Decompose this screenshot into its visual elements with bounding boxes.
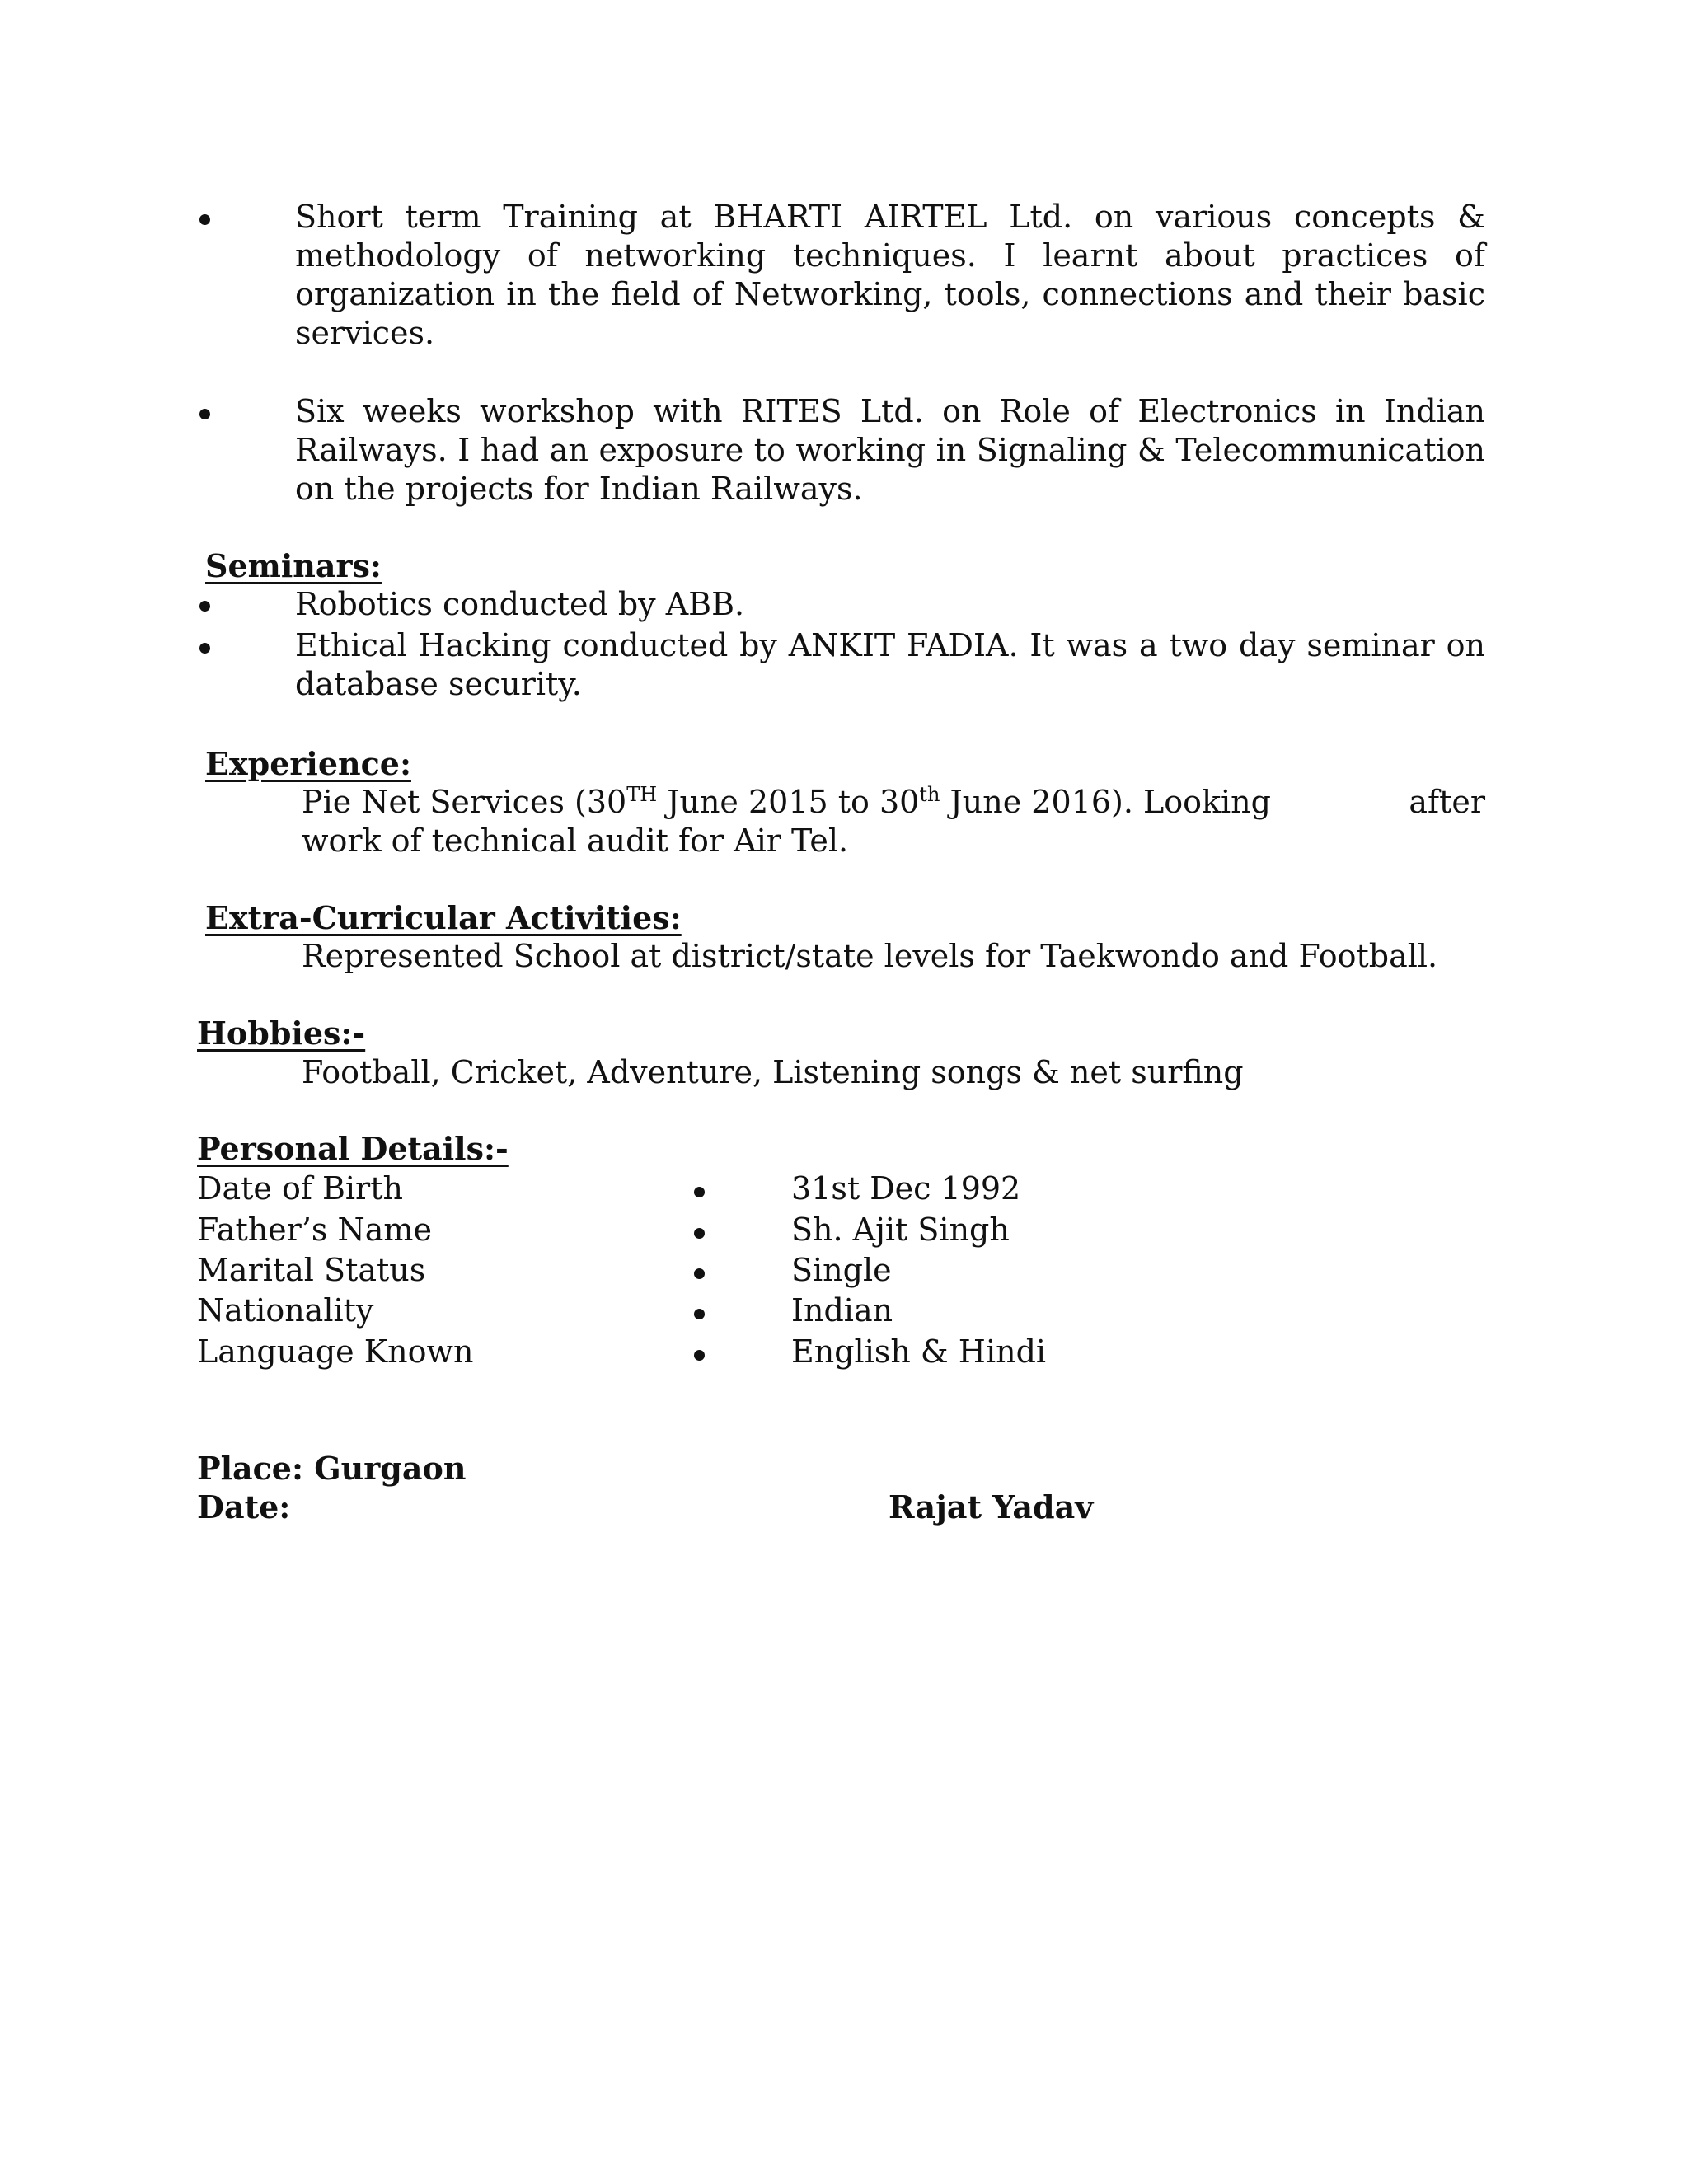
personal-detail-bullet [694,1268,705,1279]
hobbies-heading: Hobbies:- [197,1015,366,1052]
personal-detail-label: Date of Birth [197,1170,403,1207]
experience-heading: Experience: [205,745,411,782]
personal-detail-label: Language Known [197,1333,474,1370]
personal-detail-value: Indian [791,1292,893,1329]
training-airtel [295,198,1485,353]
training-airtel-line: methodology of networking techniques. I learnt about practices of [295,237,1485,274]
experience-sup: th [919,783,940,806]
footer-date: Date: [197,1488,291,1526]
training-airtel-line: organization in the field of Networking, tools, connections and their basic [295,276,1485,312]
hobbies-text: Football, Cricket, Adventure, Listening songs & net surfing [302,1054,1244,1090]
training-rites-line: Six weeks workshop with RITES Ltd. on Role of Electronics in Indian [295,393,1485,429]
experience-text: June 2016). Looking [940,784,1271,820]
personal-detail-value: Sh. Ajit Singh [791,1212,1010,1248]
experience-sup: TH [626,783,658,806]
seminar-hacking [295,626,1485,704]
personal-detail-value: 31st Dec 1992 [791,1170,1021,1207]
personal-detail-value: Single [791,1252,892,1288]
training-rites-line: on the projects for Indian Railways. [295,471,863,507]
personal-detail-bullet [694,1350,705,1361]
footer-signature-name: Rajat Yadav [889,1488,1094,1526]
extra-curricular-text: Represented School at district/state levels for Taekwondo and Football. [302,938,1438,974]
experience-line-1 [302,783,1485,822]
training-airtel-line: Short term Training at BHARTI AIRTEL Ltd. on various concepts & [295,199,1485,235]
bullet-training-rites [199,409,210,419]
seminar-line: Robotics conducted by ABB. [295,586,745,622]
bullet-seminar-hacking [199,643,210,654]
training-airtel-line: services. [295,315,435,351]
experience-line-2: work of technical audit for Air Tel. [302,823,849,859]
seminar-line: Ethical Hacking conducted by ANKIT FADIA. It was a two day seminar on [295,627,1485,663]
bullet-training-airtel [199,214,210,225]
seminar-line: database security. [295,666,582,702]
personal-details-heading: Personal Details:- [197,1130,509,1167]
experience-text: Pie Net Services (30 [302,784,627,820]
personal-detail-bullet [694,1187,705,1197]
seminars-heading: Seminars: [205,547,382,584]
training-rites-line: Railways. I had an exposure to working in Signaling & Telecommunication [295,432,1485,468]
personal-detail-bullet [694,1228,705,1239]
bullet-seminar-robotics [199,601,210,612]
footer-place: Place: Gurgaon [197,1450,467,1487]
personal-detail-label: Marital Status [197,1252,426,1288]
personal-detail-value: English & Hindi [791,1333,1047,1370]
experience-text-right: after [1409,784,1485,820]
personal-detail-bullet [694,1309,705,1319]
experience-text: June 2015 to 30 [657,784,920,820]
training-rites [295,392,1485,509]
personal-detail-label: Father’s Name [197,1212,432,1248]
seminar-robotics [295,585,1485,624]
extra-curricular-heading: Extra-Curricular Activities: [205,899,682,936]
personal-detail-label: Nationality [197,1292,374,1329]
